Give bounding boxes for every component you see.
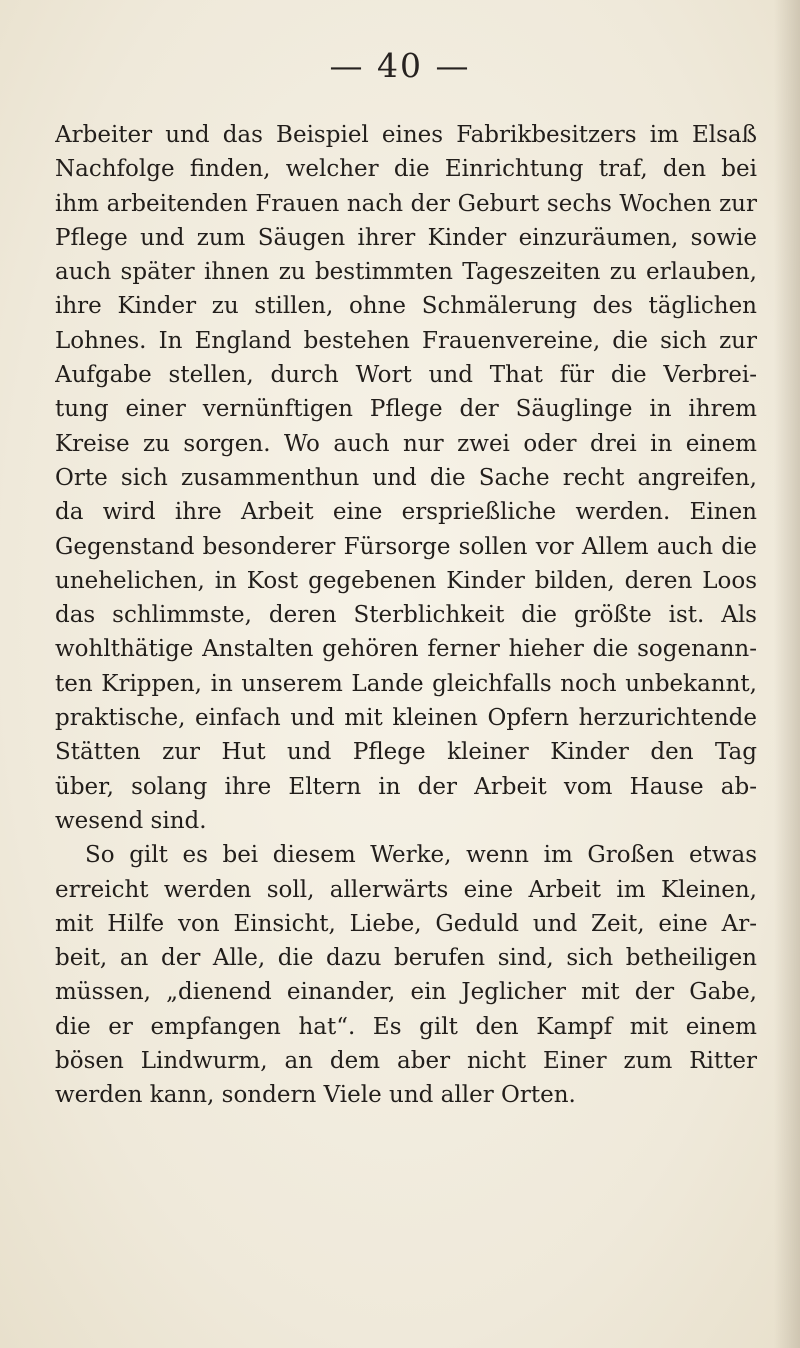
text-line: Orte sich zusammenthun und die Sache recht angreifen,	[55, 464, 757, 491]
page-number: — 40 —	[329, 46, 471, 85]
text-line: werden kann, sondern Viele und aller Orten.	[55, 1082, 576, 1109]
text-line: Aufgabe stellen, durch Wort und That für die Verbrei-	[55, 362, 757, 389]
text-line: das schlimmste, deren Sterblichkeit die größte ist. Als	[55, 602, 757, 629]
text-line: ten Krippen, in unserem Lande gleichfalls noch unbekannt,	[55, 670, 757, 697]
text-line: müssen, „dienend einander, ein Jeglicher mit der Gabe,	[55, 979, 757, 1006]
text-line: über, solang ihre Eltern in der Arbeit vom Hause ab-	[55, 773, 757, 800]
text-line: auch später ihnen zu bestimmten Tageszeiten zu erlauben,	[55, 259, 757, 286]
text-line: tung einer vernünftigen Pflege der Säuglinge in ihrem	[55, 396, 757, 423]
text-line: Pflege und zum Säugen ihrer Kinder einzuräumen, sowie	[55, 224, 757, 251]
paragraph-2	[55, 838, 757, 1112]
page-gutter-shadow	[774, 0, 800, 1348]
text-line: wohlthätige Anstalten gehören ferner hieher die sogenann-	[55, 636, 757, 663]
text-line: So gilt es bei diesem Werke, wenn im Großen etwas	[85, 842, 757, 869]
text-line: Kreise zu sorgen. Wo auch nur zwei oder drei in einem	[55, 430, 757, 457]
text-line: Gegenstand besonderer Fürsorge sollen vor Allem auch die	[55, 533, 757, 560]
text-line: Nachfolge finden, welcher die Einrichtung traf, den bei	[55, 156, 757, 183]
text-line: die er empfangen hat“. Es gilt den Kampf mit einem	[55, 1013, 757, 1040]
body-text	[55, 118, 757, 1113]
text-line: erreicht werden soll, allerwärts eine Arbeit im Kleinen,	[55, 876, 757, 903]
text-line: unehelichen, in Kost gegebenen Kinder bilden, deren Loos	[55, 567, 757, 594]
text-line: Lohnes. In England bestehen Frauenvereine, die sich zur	[55, 327, 757, 354]
text-line: ihre Kinder zu stillen, ohne Schmälerung des täglichen	[55, 293, 757, 320]
text-line: beit, an der Alle, die dazu berufen sind, sich betheiligen	[55, 945, 757, 972]
text-line: Stätten zur Hut und Pflege kleiner Kinder den Tag	[55, 739, 757, 766]
text-line: Arbeiter und das Beispiel eines Fabrikbesitzers im Elsaß	[55, 122, 757, 148]
text-line: praktische, einfach und mit kleinen Opfern herzurichtende	[55, 705, 757, 732]
text-line: bösen Lindwurm, an dem aber nicht Einer zum Ritter	[55, 1048, 757, 1075]
text-line: wesend sind.	[55, 807, 207, 834]
text-line: mit Hilfe von Einsicht, Liebe, Geduld und Zeit, eine Ar-	[55, 910, 757, 937]
text-line: da wird ihre Arbeit eine ersprießliche werden. Einen	[55, 499, 757, 526]
text-line: ihm arbeitenden Frauen nach der Geburt sechs Wochen zur	[55, 190, 757, 217]
paragraph-1	[55, 118, 757, 838]
